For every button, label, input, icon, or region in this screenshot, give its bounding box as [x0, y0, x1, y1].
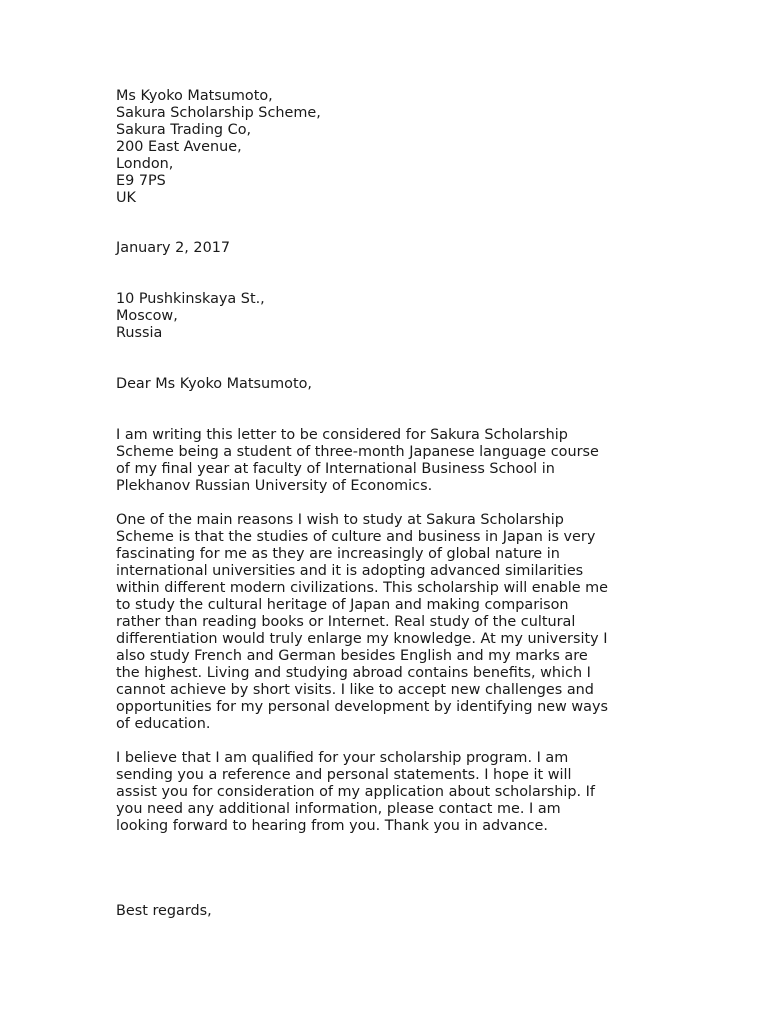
paragraph-line: fascinating for me as they are increasingly of global nature in — [116, 546, 560, 562]
letter-date — [116, 240, 636, 257]
sender-address — [116, 291, 636, 342]
recipient-name: Ms Kyoko Matsumoto, — [116, 88, 273, 104]
paragraph-line: sending you a reference and personal statements. I hope it will — [116, 767, 572, 783]
date-text: January 2, 2017 — [116, 240, 231, 256]
recipient-address — [116, 88, 636, 207]
recipient-country: UK — [116, 190, 136, 206]
paragraph-line: rather than reading books or Internet. Real study of the cultural — [116, 614, 576, 630]
paragraph-line: Plekhanov Russian University of Economics. — [116, 478, 433, 494]
paragraph-line: the highest. Living and studying abroad contains benefits, which I — [116, 665, 591, 681]
paragraph-line: cannot achieve by short visits. I like to accept new challenges and — [116, 682, 594, 698]
sender-city: Moscow, — [116, 308, 178, 324]
body-paragraph-3 — [116, 750, 636, 835]
paragraph-line: assist you for consideration of my application about scholarship. If — [116, 784, 595, 800]
salutation — [116, 376, 636, 393]
body-paragraph-2 — [116, 512, 636, 733]
sender-street: 10 Pushkinskaya St., — [116, 291, 265, 307]
recipient-organization: Sakura Scholarship Scheme, — [116, 105, 321, 121]
paragraph-line: I believe that I am qualified for your scholarship program. I am — [116, 750, 569, 766]
closing-text: Best regards, — [116, 903, 212, 919]
salutation-text: Dear Ms Kyoko Matsumoto, — [116, 376, 312, 392]
paragraph-line: you need any additional information, please contact me. I am — [116, 801, 561, 817]
paragraph-line: to study the cultural heritage of Japan and making comparison — [116, 597, 569, 613]
paragraph-line: of my final year at faculty of International Business School in — [116, 461, 555, 477]
sender-country: Russia — [116, 325, 163, 341]
paragraph-line: opportunities for my personal development by identifying new ways — [116, 699, 608, 715]
recipient-street: 200 East Avenue, — [116, 139, 242, 155]
closing — [116, 903, 636, 920]
paragraph-line: of education. — [116, 716, 211, 732]
paragraph-line: also study French and German besides English and my marks are — [116, 648, 588, 664]
recipient-city: London, — [116, 156, 174, 172]
paragraph-line: international universities and it is adopting advanced similarities — [116, 563, 584, 579]
paragraph-line: One of the main reasons I wish to study at Sakura Scholarship — [116, 512, 564, 528]
recipient-postcode: E9 7PS — [116, 173, 166, 189]
paragraph-line: looking forward to hearing from you. Thank you in advance. — [116, 818, 548, 834]
paragraph-line: within different modern civilizations. This scholarship will enable me — [116, 580, 609, 596]
paragraph-line: I am writing this letter to be considered for Sakura Scholarship — [116, 427, 568, 443]
paragraph-line: differentiation would truly enlarge my knowledge. At my university I — [116, 631, 608, 647]
body-paragraph-1 — [116, 427, 636, 495]
paragraph-line: Scheme being a student of three-month Japanese language course — [116, 444, 599, 460]
recipient-company: Sakura Trading Co, — [116, 122, 252, 138]
paragraph-line: Scheme is that the studies of culture and business in Japan is very — [116, 529, 596, 545]
